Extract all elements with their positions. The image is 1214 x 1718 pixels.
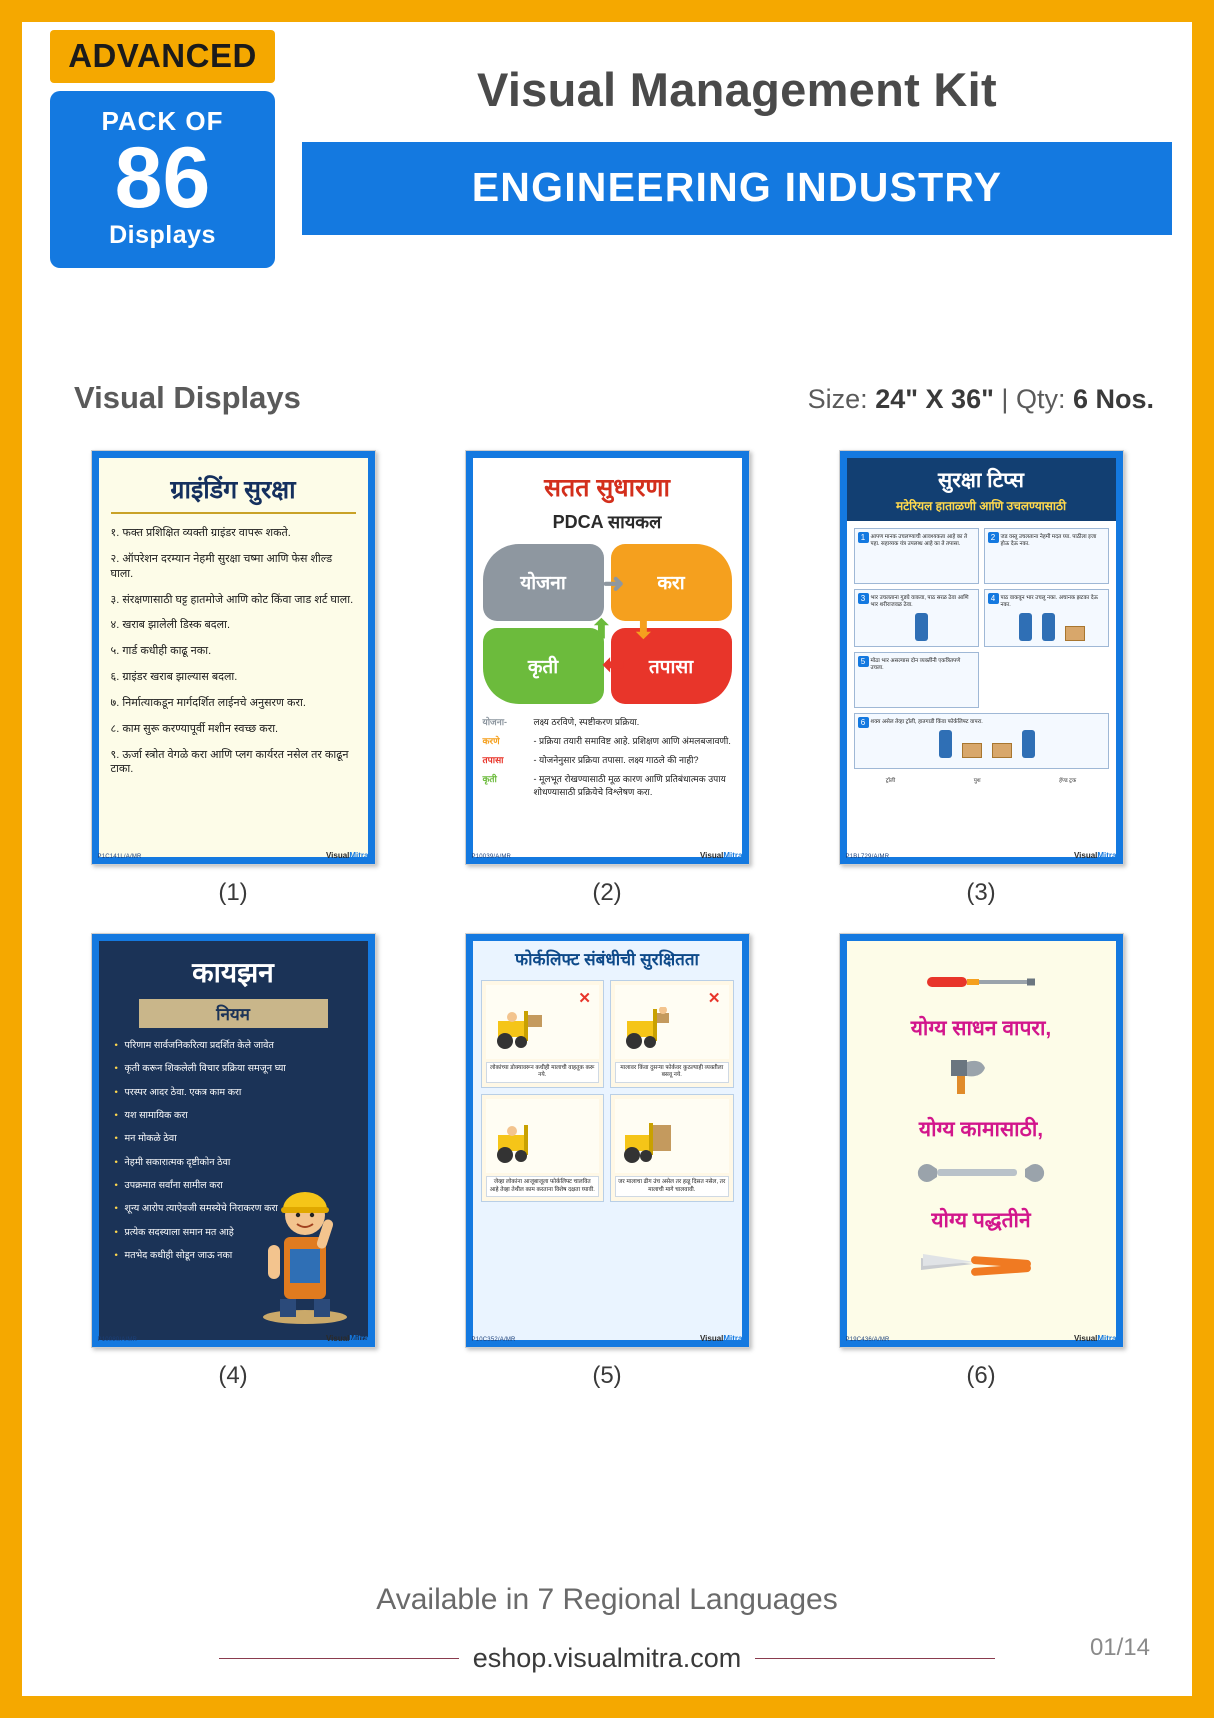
handling-label: पुश — [973, 778, 981, 785]
poster-caption-4: (4) — [218, 1362, 248, 1389]
handling-figures — [871, 730, 1103, 758]
poster-caption-2: (2) — [592, 879, 622, 906]
poster-4-code: P10080/A/MR — [97, 1337, 138, 1343]
pack-of-label: PACK OF — [101, 106, 224, 136]
tip-box — [984, 528, 1109, 584]
forklift-icon — [621, 1007, 683, 1053]
poster-6-body — [847, 941, 1116, 1340]
pliers-icon — [911, 1248, 1051, 1284]
tip-number: 3 — [858, 593, 869, 604]
handling-label: हॅण्ड ट्रक — [1059, 778, 1077, 785]
displays-label: Displays — [109, 221, 216, 250]
forklift-panel — [481, 980, 605, 1088]
page-number: 01/14 — [1089, 1634, 1150, 1661]
size-value: 24" X 36" — [875, 384, 994, 414]
arrow-right-icon: ➜ — [602, 568, 625, 598]
screwdriver-icon — [921, 969, 1041, 995]
tip-number: 5 — [858, 656, 869, 667]
size-prefix: Size: — [807, 384, 868, 414]
list-item: ८. काम सुरू करण्यापूर्वी मशीन स्वच्छ करा. — [110, 722, 279, 735]
safety-tips-grid — [847, 521, 1116, 776]
legend-term: कृती — [482, 774, 497, 785]
poster-3-header — [847, 458, 1116, 521]
tip-number: 6 — [858, 717, 869, 728]
poster-caption-3: (3) — [966, 879, 996, 906]
handling-label: ट्रॉली — [885, 778, 896, 785]
forklift-panel — [610, 980, 734, 1088]
forklift-icon — [492, 1121, 554, 1167]
tip-number: 2 — [988, 532, 999, 543]
legend-term: योजना- — [482, 717, 508, 727]
footer-url-row — [22, 1643, 1192, 1674]
worker-figures — [1001, 613, 1103, 641]
poster-5-code: P10C352/A/MR — [471, 1337, 516, 1343]
poster-1-frame — [92, 451, 375, 864]
list-item: ६. ग्राइंडर खराब झाल्यास बदला. — [110, 671, 238, 684]
list-item: ३. संरक्षणासाठी घट्ट हातमोजे आणि कोट किंवा जाड शर्ट घाला. — [110, 593, 354, 606]
pack-count: 86 — [114, 129, 211, 226]
forklift-icon — [492, 1007, 554, 1053]
panel-caption: लोकांच्या डोक्यावरून कधीही मालाची वाहतूक करू नये. — [486, 1062, 600, 1083]
list-item: • नेहमी सकारात्मक दृष्टीकोन ठेवा — [115, 1157, 356, 1169]
forklift-panel — [481, 1094, 605, 1202]
poster-3-subtitle: मटेरियल हाताळणी आणि उचलण्यासाठी — [895, 499, 1067, 513]
brand-logo: VisualMitra — [699, 1334, 743, 1343]
poster-caption-5: (5) — [592, 1362, 622, 1389]
poster-1-code: P1C141L/A/MR — [97, 854, 142, 860]
shop-url[interactable]: eshop.visualmitra.com — [472, 1643, 742, 1673]
list-item: • शून्य आरोप त्याऐवजी समस्येचे निराकरण करा — [115, 1203, 356, 1215]
list-item: • प्रत्येक सदस्याला समान मत आहे — [115, 1227, 356, 1239]
list-item: ९. ऊर्जा स्त्रोत वेगळे करा आणि प्लग कार्यरत नसेल तर काढून टाका. — [110, 748, 349, 776]
poster-thumbnail-2[interactable] — [465, 450, 750, 865]
tip-number: 4 — [988, 593, 999, 604]
list-item: • यश सामायिक करा — [115, 1110, 356, 1122]
hammer-icon — [921, 1056, 1041, 1096]
brand-logo: VisualMitra — [699, 851, 743, 860]
list-item: २. ऑपरेशन दरम्यान नेहमी सुरक्षा चष्मा आणि फेस शील्ड घाला. — [110, 552, 333, 580]
poster-6-line-1: योग्य साधन वापरा, — [910, 1017, 1052, 1040]
poster-cell-6 — [816, 933, 1146, 1390]
poster-2-frame — [466, 451, 749, 864]
poster-cell-4 — [68, 933, 398, 1390]
tip-text: मोठा भार असल्यास दोन व्यक्तींनी एकत्रितपणे उचला. — [870, 658, 961, 672]
carton-icon — [992, 743, 1012, 758]
worker-icon — [1042, 613, 1055, 641]
arrow-up-icon: ⬆ — [590, 614, 613, 644]
tip-box — [854, 589, 979, 647]
poster-cell-5 — [442, 933, 772, 1390]
list-item: • उपक्रमात सर्वांना सामील करा — [115, 1180, 356, 1192]
qty-value: 6 Nos. — [1072, 384, 1154, 414]
worker-figures — [871, 613, 973, 641]
forklift-art — [486, 1099, 600, 1173]
poster-2-body — [473, 458, 742, 857]
qty-prefix: Qty: — [1015, 384, 1066, 414]
tip-box — [984, 589, 1109, 647]
poster-2-title: सतत सुधारणा — [544, 474, 670, 502]
poster-caption-6: (6) — [966, 1362, 996, 1389]
worker-icon — [915, 613, 928, 641]
poster-grid — [68, 450, 1146, 1390]
forklift-art — [615, 1099, 729, 1173]
pdca-diagram — [483, 544, 732, 704]
poster-6-frame — [840, 934, 1123, 1347]
carton-icon — [1065, 626, 1085, 641]
poster-5-frame — [466, 934, 749, 1347]
title-column — [302, 62, 1172, 235]
poster-4-rule-label: नियम — [139, 999, 328, 1028]
list-item: ४. खराब झालेली डिस्क बदला. — [110, 619, 231, 632]
poster-2-code: P10039/A/MR — [471, 854, 512, 860]
section-header — [74, 380, 1154, 416]
worker-illustration — [250, 1159, 360, 1324]
poster-3-code: P1BL729/A/MR — [845, 854, 890, 860]
poster-6-line-2: योग्य कामासाठी, — [918, 1118, 1044, 1141]
arrow-down-icon: ⬇ — [632, 614, 655, 644]
poster-cell-2 — [442, 450, 772, 907]
pdca-act: कृती — [483, 628, 604, 705]
poster-4-body — [99, 941, 368, 1340]
size-qty-info — [808, 384, 1154, 415]
list-item: • परिणाम सार्वजनिकरित्या प्रदर्शित केले जावेत — [115, 1040, 356, 1052]
legend-text: - मूलभूत रोखण्यासाठी मूळ कारण आणि प्रतिबंधात्मक उपाय शोधण्यासाठी प्रक्रियेचे विश्लेषण करा. — [533, 774, 726, 797]
poster-thumbnail-3[interactable] — [839, 450, 1124, 865]
forklift-panels — [481, 980, 734, 1202]
panel-caption: मालावर किंवा दुसऱ्या फोर्कवर कुठल्याही व्यक्तीला बसवू नये. — [615, 1062, 729, 1083]
poster-4-frame — [92, 934, 375, 1347]
list-item: ५. गार्ड कधीही काढू नका. — [110, 645, 212, 658]
pdca-legend — [483, 716, 732, 798]
poster-3-frame — [840, 451, 1123, 864]
list-item: • मतभेद कधीही सोडून जाऊ नका — [115, 1250, 356, 1262]
tip-text: जड वस्तू उचलताना नेहमी मदत घ्या. पाठीला इजा होऊ देऊ नका. — [1000, 534, 1097, 548]
brand-logo: VisualMitra — [325, 851, 369, 860]
industry-banner: ENGINEERING INDUSTRY — [302, 142, 1172, 235]
divider-right — [755, 1658, 995, 1659]
brand-logo: VisualMitra — [1073, 1334, 1117, 1343]
worker-icon — [1022, 730, 1035, 758]
worker-icon — [1019, 613, 1032, 641]
brand-logo: VisualMitra — [325, 1334, 369, 1343]
tip-number: 1 — [858, 532, 869, 543]
forklift-art — [615, 985, 729, 1059]
tip-text: भार उचलताना गुडघे वाकवा, पाठ सरळ ठेवा आणि भार शरीराजवळ ठेवा. — [870, 595, 969, 609]
cross-icon: ✕ — [578, 989, 591, 1007]
tip-text: आपण मानक उचलण्याची आवश्यकता आहे का ते पहा. सहाय्यक यंत्र उपलब्ध आहे का ते तपासा. — [870, 534, 968, 548]
legend-item — [483, 754, 732, 766]
poster-thumbnail-6[interactable] — [839, 933, 1124, 1348]
poster-4-title: कायझन — [192, 957, 274, 988]
poster-cell-3 — [816, 450, 1146, 907]
forklift-icon — [621, 1121, 683, 1167]
brand-logo: VisualMitra — [1073, 851, 1117, 860]
poster-5-title: फोर्कलिफ्ट संबंधीची सुरक्षितता — [515, 950, 699, 969]
poster-2-subtitle: PDCA सायकल — [552, 512, 662, 532]
forklift-panel — [610, 1094, 734, 1202]
list-item: १. फक्त प्रशिक्षित व्यक्ती ग्राइंडर वापरू शकते. — [110, 527, 291, 539]
pdca-plan: योजना — [483, 544, 604, 621]
forklift-art — [486, 985, 600, 1059]
pdca-do: करा — [611, 544, 732, 621]
legend-term: करणे — [482, 736, 500, 747]
page-header — [22, 22, 1192, 322]
badge-column — [50, 30, 275, 268]
wrench-icon — [911, 1157, 1051, 1187]
languages-note: Available in 7 Regional Languages — [376, 1583, 838, 1616]
tip-box — [854, 652, 979, 708]
advanced-badge: ADVANCED — [50, 30, 275, 83]
page-inner — [22, 22, 1192, 1696]
page-footer — [22, 1583, 1192, 1674]
poster-thumbnail-1[interactable] — [91, 450, 376, 865]
legend-text: - योजनेनुसार प्रक्रिया तपासा. लक्ष्य गाठले की नाही? — [533, 755, 699, 766]
pack-badge — [50, 91, 275, 268]
poster-3-body — [847, 458, 1116, 857]
list-item: • कृती करून शिकलेली विचार प्रक्रिया समजून घ्या — [115, 1063, 356, 1075]
cross-icon: ✕ — [707, 989, 721, 1007]
poster-1-body — [99, 458, 368, 857]
handling-labels — [847, 776, 1116, 788]
legend-item — [483, 773, 732, 797]
page-title: Visual Management Kit — [477, 63, 997, 116]
worker-icon — [939, 730, 952, 758]
panel-caption: जेव्हा लोकांना आजूबाजूला फोर्कलिफ्ट चालवित आहे तेव्हा तेथील काम करताना विशेष दक्षता घ्यावी. — [486, 1176, 600, 1197]
tip-box — [854, 528, 979, 584]
divider-left — [219, 1658, 459, 1659]
tip-text: शक्य असेल तेव्हा ट्रॉली, हातगाडी किंवा फोर्कलिफ्ट वापरा. — [870, 719, 983, 726]
list-item: • मन मोकळे ठेवा — [115, 1133, 356, 1145]
legend-term: तपासा — [482, 755, 504, 766]
arrow-left-icon: ⬅ — [602, 649, 625, 679]
list-item: • परस्पर आदर ठेवा. एकत्र काम करा — [115, 1087, 356, 1099]
legend-item — [483, 716, 732, 728]
legend-item — [483, 735, 732, 747]
tip-text: पाठ वाकवून भार उचलू नका. अचानक झटका देऊ नका. — [1000, 595, 1098, 609]
panel-caption: जर मालाचा ढीग उंच असेल तर हळू दिसत नसेल, तर मालाची मागे चालवावी. — [615, 1176, 729, 1197]
poster-6-code: P19C436/A/MR — [845, 1337, 890, 1343]
poster-6-line-3: योग्य पद्धतीने — [931, 1209, 1031, 1232]
poster-1-title: ग्राइंडिंग सुरक्षा — [111, 472, 356, 514]
poster-thumbnail-4[interactable] — [91, 933, 376, 1348]
tip-box — [854, 713, 1109, 769]
poster-3-title: सुरक्षा टिप्स — [938, 469, 1024, 492]
legend-text: - प्रक्रिया तयारी समाविष्ट आहे. प्रशिक्षण आणि अंमलबजावणी. — [533, 736, 731, 747]
legend-text: लक्ष्य ठरविणे, स्पष्टीकरण प्रक्रिया. — [533, 717, 640, 727]
carton-icon — [962, 743, 982, 758]
poster-thumbnail-5[interactable] — [465, 933, 750, 1348]
list-item: ७. निर्मात्याकडून मार्गदर्शित लाईनचे अनुसरण करा. — [110, 696, 306, 709]
visual-displays-label: Visual Displays — [74, 380, 301, 415]
pdca-check: तपासा — [611, 628, 732, 705]
poster-cell-1 — [68, 450, 398, 907]
poster-caption-1: (1) — [218, 879, 248, 906]
separator: | — [1001, 384, 1009, 414]
poster-1-list — [111, 526, 356, 777]
poster-5-body — [473, 941, 742, 1340]
